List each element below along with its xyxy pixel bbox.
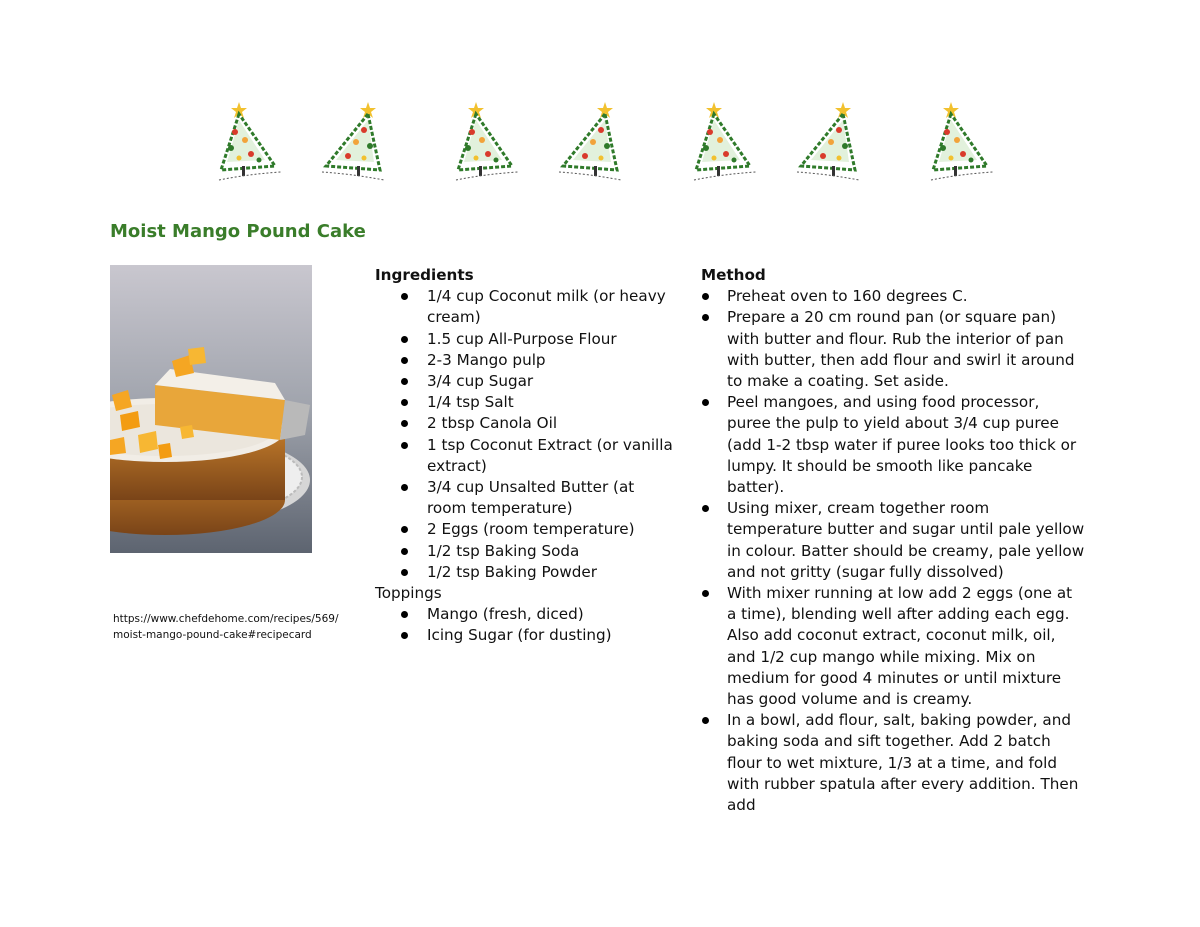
toppings-heading: Toppings bbox=[375, 584, 442, 603]
christmas-tree-icon bbox=[793, 100, 863, 184]
ingredient-item: 1/2 tsp Baking Powder bbox=[375, 562, 675, 583]
christmas-tree-icon bbox=[690, 100, 760, 184]
method-step: Peel mangoes, and using food processor, puree the pulp to yield about 3/4 cup puree (add 1-2 tbsp water if puree looks too thick or lumpy. It should be smooth like pancake batter). bbox=[701, 392, 1086, 498]
method-step: Preheat oven to 160 degrees C. bbox=[701, 286, 1086, 307]
ingredients-list bbox=[375, 286, 675, 583]
ingredient-item: 3/4 cup Unsalted Butter (at room temperature) bbox=[375, 477, 675, 519]
ingredient-item: 2 tbsp Canola Oil bbox=[375, 413, 675, 434]
christmas-tree-icon bbox=[555, 100, 625, 184]
christmas-tree-row bbox=[0, 100, 1200, 190]
method-step: With mixer running at low add 2 eggs (one at a time), blending well after adding each egg. Also add coconut extract, coconut milk, oil, and 1/2 cup mango while mixing. Mix on medium for good 4 minutes or until mixture has good volume and is creamy. bbox=[701, 583, 1086, 710]
christmas-tree-icon bbox=[927, 100, 997, 184]
source-url-link[interactable]: https://www.chefdehome.com/recipes/569/moist-mango-pound-cake#recipecard bbox=[113, 613, 339, 641]
ingredient-item: 2 Eggs (room temperature) bbox=[375, 519, 675, 540]
ingredient-item: 1.5 cup All-Purpose Flour bbox=[375, 329, 675, 350]
ingredient-item: 2-3 Mango pulp bbox=[375, 350, 675, 371]
christmas-tree-icon bbox=[215, 100, 285, 184]
christmas-tree-icon bbox=[318, 100, 388, 184]
mango-pound-cake-photo bbox=[110, 265, 312, 553]
method-step: Using mixer, cream together room temperature butter and sugar until pale yellow in colour. Batter should be creamy, pale yellow and not gritty (sugar fully dissolved) bbox=[701, 498, 1086, 583]
christmas-tree-icon bbox=[452, 100, 522, 184]
ingredient-item: 1/4 tsp Salt bbox=[375, 392, 675, 413]
method-section bbox=[701, 265, 1086, 816]
toppings-list bbox=[375, 604, 675, 646]
method-step: Prepare a 20 cm round pan (or square pan) with butter and flour. Rub the interior of pan with butter, then add flour and swirl it around to make a coating. Set aside. bbox=[701, 307, 1086, 392]
ingredient-item: 3/4 cup Sugar bbox=[375, 371, 675, 392]
ingredient-item: 1 tsp Coconut Extract (or vanilla extract) bbox=[375, 435, 675, 477]
method-step: In a bowl, add flour, salt, baking powder, and baking soda and sift together. Add 2 batch flour to wet mixture, 1/3 at a time, and fold with rubber spatula after every addition. Then add bbox=[701, 710, 1086, 816]
method-list bbox=[701, 286, 1086, 816]
ingredient-item: 1/2 tsp Baking Soda bbox=[375, 541, 675, 562]
ingredients-heading: Ingredients bbox=[375, 266, 474, 284]
recipe-title: Moist Mango Pound Cake bbox=[110, 221, 366, 242]
ingredient-item: 1/4 cup Coconut milk (or heavy cream) bbox=[375, 286, 675, 328]
topping-item: Mango (fresh, diced) bbox=[375, 604, 675, 625]
ingredients-section bbox=[375, 265, 675, 647]
method-heading: Method bbox=[701, 266, 766, 284]
topping-item: Icing Sugar (for dusting) bbox=[375, 625, 675, 646]
